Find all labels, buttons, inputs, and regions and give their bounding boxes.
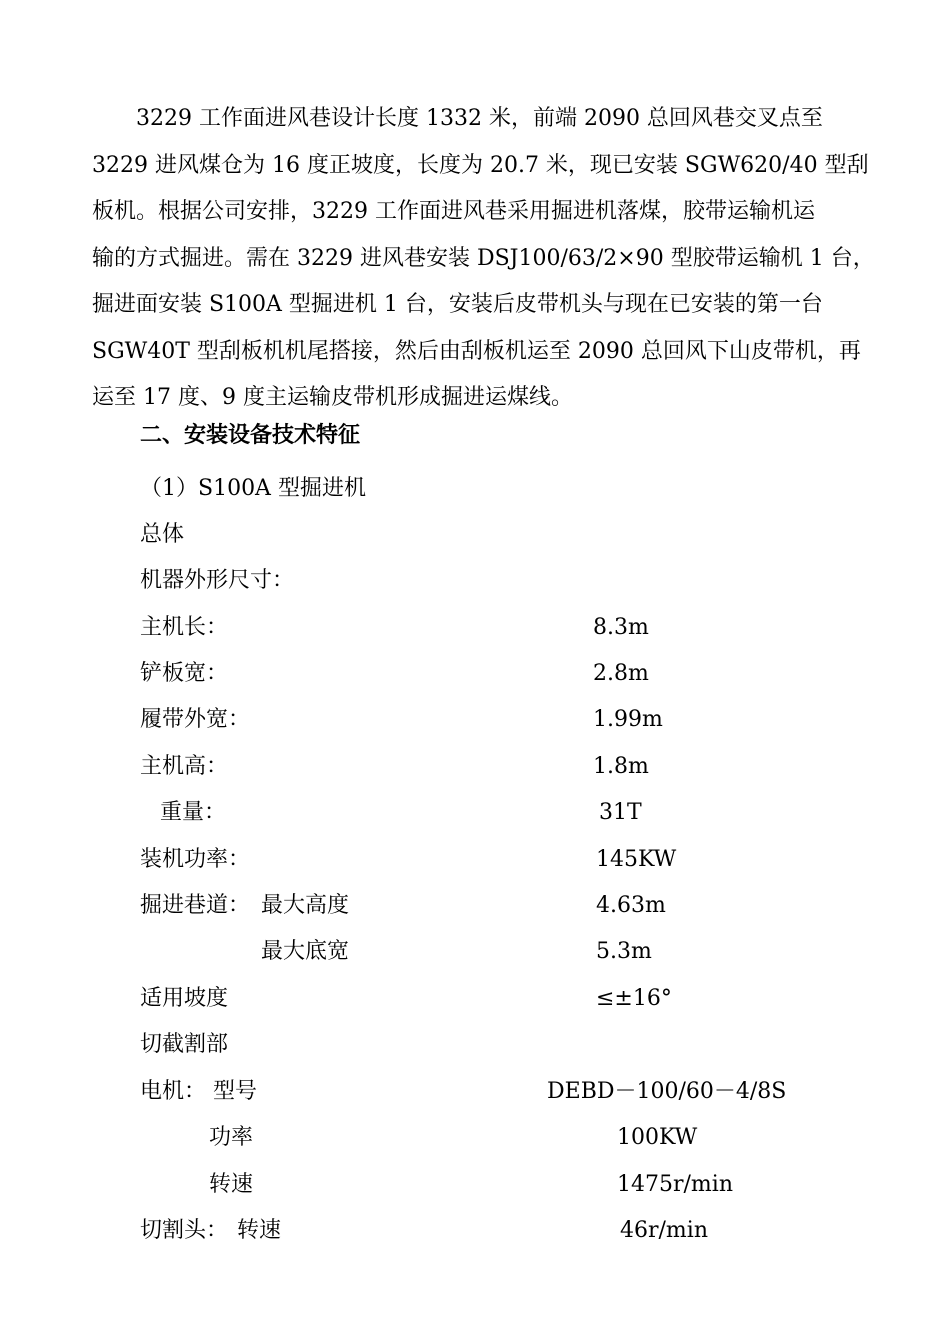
motor-model-value: DEBD－100/60－4/8S bbox=[547, 1079, 787, 1104]
cutting-head-speed-value: 46r/min bbox=[620, 1218, 708, 1243]
spec-value-max-height: 4.63m bbox=[596, 893, 666, 918]
paragraph-line: 3229 工作面进风巷设计长度 1332 米，前端 2090 总回风巷交叉点至 bbox=[92, 106, 823, 131]
motor-speed-value: 1475r/min bbox=[617, 1172, 733, 1197]
section-heading: 二、安装设备技术特征 bbox=[140, 423, 361, 448]
spec-label-shovel-width: 铲板宽： bbox=[140, 661, 229, 686]
spec-label-track-width: 履带外宽： bbox=[140, 707, 251, 732]
spec-label-max-width: 最大底宽 bbox=[261, 939, 350, 964]
paragraph-line: 掘进面安装 S100A 型掘进机 1 台，安装后皮带机头与现在已安装的第一台 bbox=[92, 292, 823, 317]
spec-label-main-height: 主机高： bbox=[140, 754, 229, 779]
paragraph-line: SGW40T 型刮板机机尾搭接，然后由刮板机运至 2090 总回风下山皮带机，再 bbox=[92, 338, 861, 364]
dimensions-label: 机器外形尺寸： bbox=[140, 568, 295, 593]
motor-power-value: 100KW bbox=[617, 1125, 698, 1150]
spec-label-slope: 适用坡度 bbox=[140, 986, 229, 1011]
motor-model-label: 型号 bbox=[213, 1079, 258, 1104]
spec-value-max-width: 5.3m bbox=[596, 939, 652, 964]
paragraph-line: 运至 17 度、9 度主运输皮带机形成掘进运煤线。 bbox=[92, 385, 573, 410]
motor-power-label: 功率 bbox=[209, 1125, 254, 1150]
motor-speed-label: 转速 bbox=[209, 1172, 254, 1197]
motor-label: 电机： bbox=[140, 1079, 207, 1104]
cutting-head-speed-label: 转速 bbox=[237, 1218, 282, 1243]
spec-value-slope: ≤±16° bbox=[596, 986, 672, 1011]
intro-paragraph bbox=[92, 96, 892, 422]
paragraph-line: 3229 进风煤仓为 16 度正坡度，长度为 20.7 米，现已安装 SGW620/40 型刮 bbox=[92, 152, 869, 178]
machine-subheading: （1）S100A 型掘进机 bbox=[140, 476, 366, 501]
spec-label-main-length: 主机长： bbox=[140, 615, 229, 640]
cutting-title: 切截割部 bbox=[140, 1032, 229, 1057]
spec-value-main-height: 1.8m bbox=[593, 754, 649, 779]
group-overall: 总体 bbox=[140, 522, 185, 547]
paragraph-line: 板机。根据公司安排，3229 工作面进风巷采用掘进机落煤，胶带运输机运 bbox=[92, 199, 815, 224]
spec-label-installed-power: 装机功率： bbox=[140, 847, 251, 872]
paragraph-line: 输的方式掘进。需在 3229 进风巷安装 DSJ100/63/2×90 型胶带运输机 1 台， bbox=[92, 245, 875, 271]
spec-value-weight: 31T bbox=[599, 800, 642, 825]
spec-value-shovel-width: 2.8m bbox=[593, 661, 649, 686]
cutting-head-label: 切割头： bbox=[140, 1218, 229, 1243]
spec-label-weight: 重量： bbox=[160, 800, 227, 825]
spec-value-installed-power: 145KW bbox=[596, 847, 677, 872]
spec-value-track-width: 1.99m bbox=[593, 707, 663, 732]
spec-label-tunnel: 掘进巷道： bbox=[140, 893, 251, 918]
spec-value-main-length: 8.3m bbox=[593, 615, 649, 640]
spec-label-max-height: 最大高度 bbox=[261, 893, 350, 918]
